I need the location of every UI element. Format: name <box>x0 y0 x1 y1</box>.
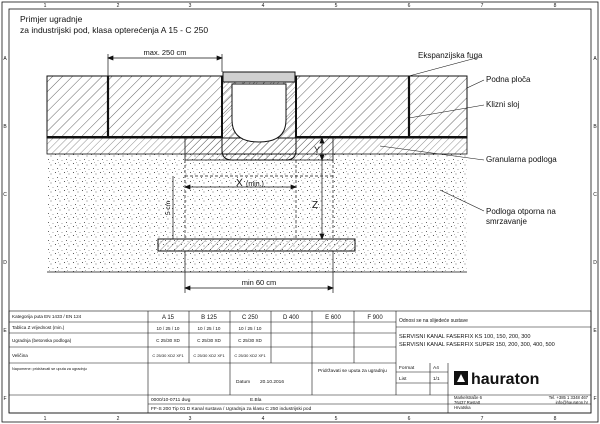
row-letter: A <box>3 56 7 62</box>
drawing-number: 0000/10-0711 dwg <box>151 398 191 403</box>
callout-frost-subbase-line1: Podloga otporna na <box>486 207 556 216</box>
company-name: hauraton <box>471 371 540 388</box>
row-letter: E <box>593 328 597 334</box>
date-label: Datum <box>236 380 251 385</box>
col-number: 5 <box>334 3 338 9</box>
concrete-c250: C 25/30 XD <box>238 338 262 343</box>
concrete-a15: C 25/30 XD <box>156 338 180 343</box>
frost-resistant-subbase <box>47 154 467 272</box>
address-line-2: 76437 Rastatt <box>454 400 481 405</box>
callout-expansion-joint: Ekspanzijska fuga <box>418 51 483 60</box>
load-class-f900: F 900 <box>367 315 383 321</box>
product-line-2: SERVISNI KANAL FASERFIX SUPER 150, 200, 300, 400, 500 <box>399 342 555 348</box>
dim-max-width-label: max. 250 cm <box>143 48 187 57</box>
dim-x-note: (min.) <box>246 181 264 188</box>
row-letter: E <box>3 328 7 334</box>
row-letters-right <box>593 56 597 402</box>
load-label-road-category: Kategorija puta EN 1433 / EN 124 <box>12 314 82 319</box>
col-number: 4 <box>261 416 265 422</box>
col-number: 2 <box>116 3 120 9</box>
row-letters-left <box>3 56 7 402</box>
dim-x-label: X <box>236 178 243 189</box>
col-number: 1 <box>43 416 47 422</box>
product-line-1: SERVISNI KANAL FASERFIX KS 100, 150, 200, 300 <box>399 334 531 340</box>
load-class-d400: D 400 <box>282 315 300 321</box>
load-class-a15: A 15 <box>161 315 175 321</box>
load-label-size: Veličina <box>12 353 28 358</box>
callout-sliding-layer: Klizni sloj <box>486 100 520 109</box>
load-label-z-value: Tablica Z vrijednost (min.) <box>12 325 65 330</box>
col-number: 7 <box>480 416 484 422</box>
column-numbers-top <box>44 3 557 9</box>
channel-cavity <box>232 84 286 142</box>
row-letter: F <box>3 396 7 402</box>
contact-phone: Tel. +385 1 3348 467 <box>548 395 588 400</box>
hauraton-logo <box>454 371 539 388</box>
drawn-by: E.Bla <box>250 398 262 403</box>
load-label-installation: Ugradnja (betonska podloga) <box>12 338 72 343</box>
sheet-label: List <box>399 377 407 382</box>
address-line-1: Markelstraße 6 <box>454 395 482 400</box>
product-header: Odnosi se na slijedeće sustave <box>399 318 468 324</box>
load-class-c250: C 250 <box>241 315 259 321</box>
z-value-b125: 10 / 25 / 10 <box>197 326 221 331</box>
col-number: 2 <box>116 416 120 422</box>
contact-email: info@hauraton.hr <box>555 400 588 405</box>
load-class-b125: B 125 <box>201 315 217 321</box>
concrete-exp-b125: C 25/30 XD2 XF1 <box>193 353 225 358</box>
row-letter: C <box>3 192 7 198</box>
col-number: 7 <box>480 3 484 9</box>
row-letter: A <box>593 56 597 62</box>
col-number: 3 <box>188 416 192 422</box>
notes-text: Napomene: pridržavati se uputa za ugradnju <box>12 367 87 371</box>
col-number: 5 <box>334 416 338 422</box>
format-value: A4 <box>433 366 439 371</box>
z-value-a15: 10 / 25 / 10 <box>156 326 180 331</box>
bottom-caption: FF-S 200 Tip 01 D Kanal sustava / Ugradnja za klasu C 250 industrijski pod <box>151 407 312 412</box>
title-block <box>9 311 591 413</box>
row-letter: B <box>593 124 597 130</box>
row-letter: D <box>3 260 7 266</box>
row-letter: B <box>3 124 7 130</box>
dim-5cm-label: 5 cm <box>165 200 172 216</box>
col-number: 8 <box>553 3 557 9</box>
concrete-exp-c250: C 25/30 XD2 XF1 <box>234 353 266 358</box>
address-line-3: Hrvatska <box>454 405 471 410</box>
sheet-value: 1/1 <box>433 377 440 382</box>
row-letter: F <box>593 396 597 402</box>
callout-frost-subbase-line2: smrzavanje <box>486 217 527 226</box>
col-number: 3 <box>188 3 192 9</box>
foundation-slab <box>158 239 355 251</box>
cross-section <box>47 72 467 272</box>
load-class-e600: E 600 <box>325 315 341 321</box>
callout-floor-slab: Podna ploča <box>486 75 531 84</box>
dim-z-label: Z <box>312 200 319 211</box>
concrete-b125: C 25/30 XD <box>197 338 221 343</box>
callout-granular-base: Granularna podloga <box>486 155 557 164</box>
dim-y-label: Y <box>314 145 321 155</box>
dim-min-width-label: min 60 cm <box>241 278 277 287</box>
col-number: 1 <box>43 3 47 9</box>
drawing-title-line1: Primjer ugradnje <box>20 14 83 24</box>
col-number: 4 <box>261 3 265 9</box>
column-numbers-bottom <box>44 416 557 422</box>
drawing-title-line2: za industrijski pod, klasa opterećenja A 15 - C 250 <box>20 25 209 35</box>
date-value: 20.10.2016 <box>260 380 285 385</box>
channel-grate <box>223 72 295 82</box>
format-label: Format <box>399 366 415 371</box>
row-letter: D <box>593 260 597 266</box>
col-number: 6 <box>407 416 411 422</box>
mid-label: Pridržavati se uputa za ugradnju <box>318 369 387 374</box>
z-value-c250: 10 / 25 / 10 <box>238 326 262 331</box>
concrete-exp-a15: C 25/30 XD2 XF1 <box>152 353 184 358</box>
row-letter: C <box>593 192 597 198</box>
col-number: 8 <box>553 416 557 422</box>
col-number: 6 <box>407 3 411 9</box>
